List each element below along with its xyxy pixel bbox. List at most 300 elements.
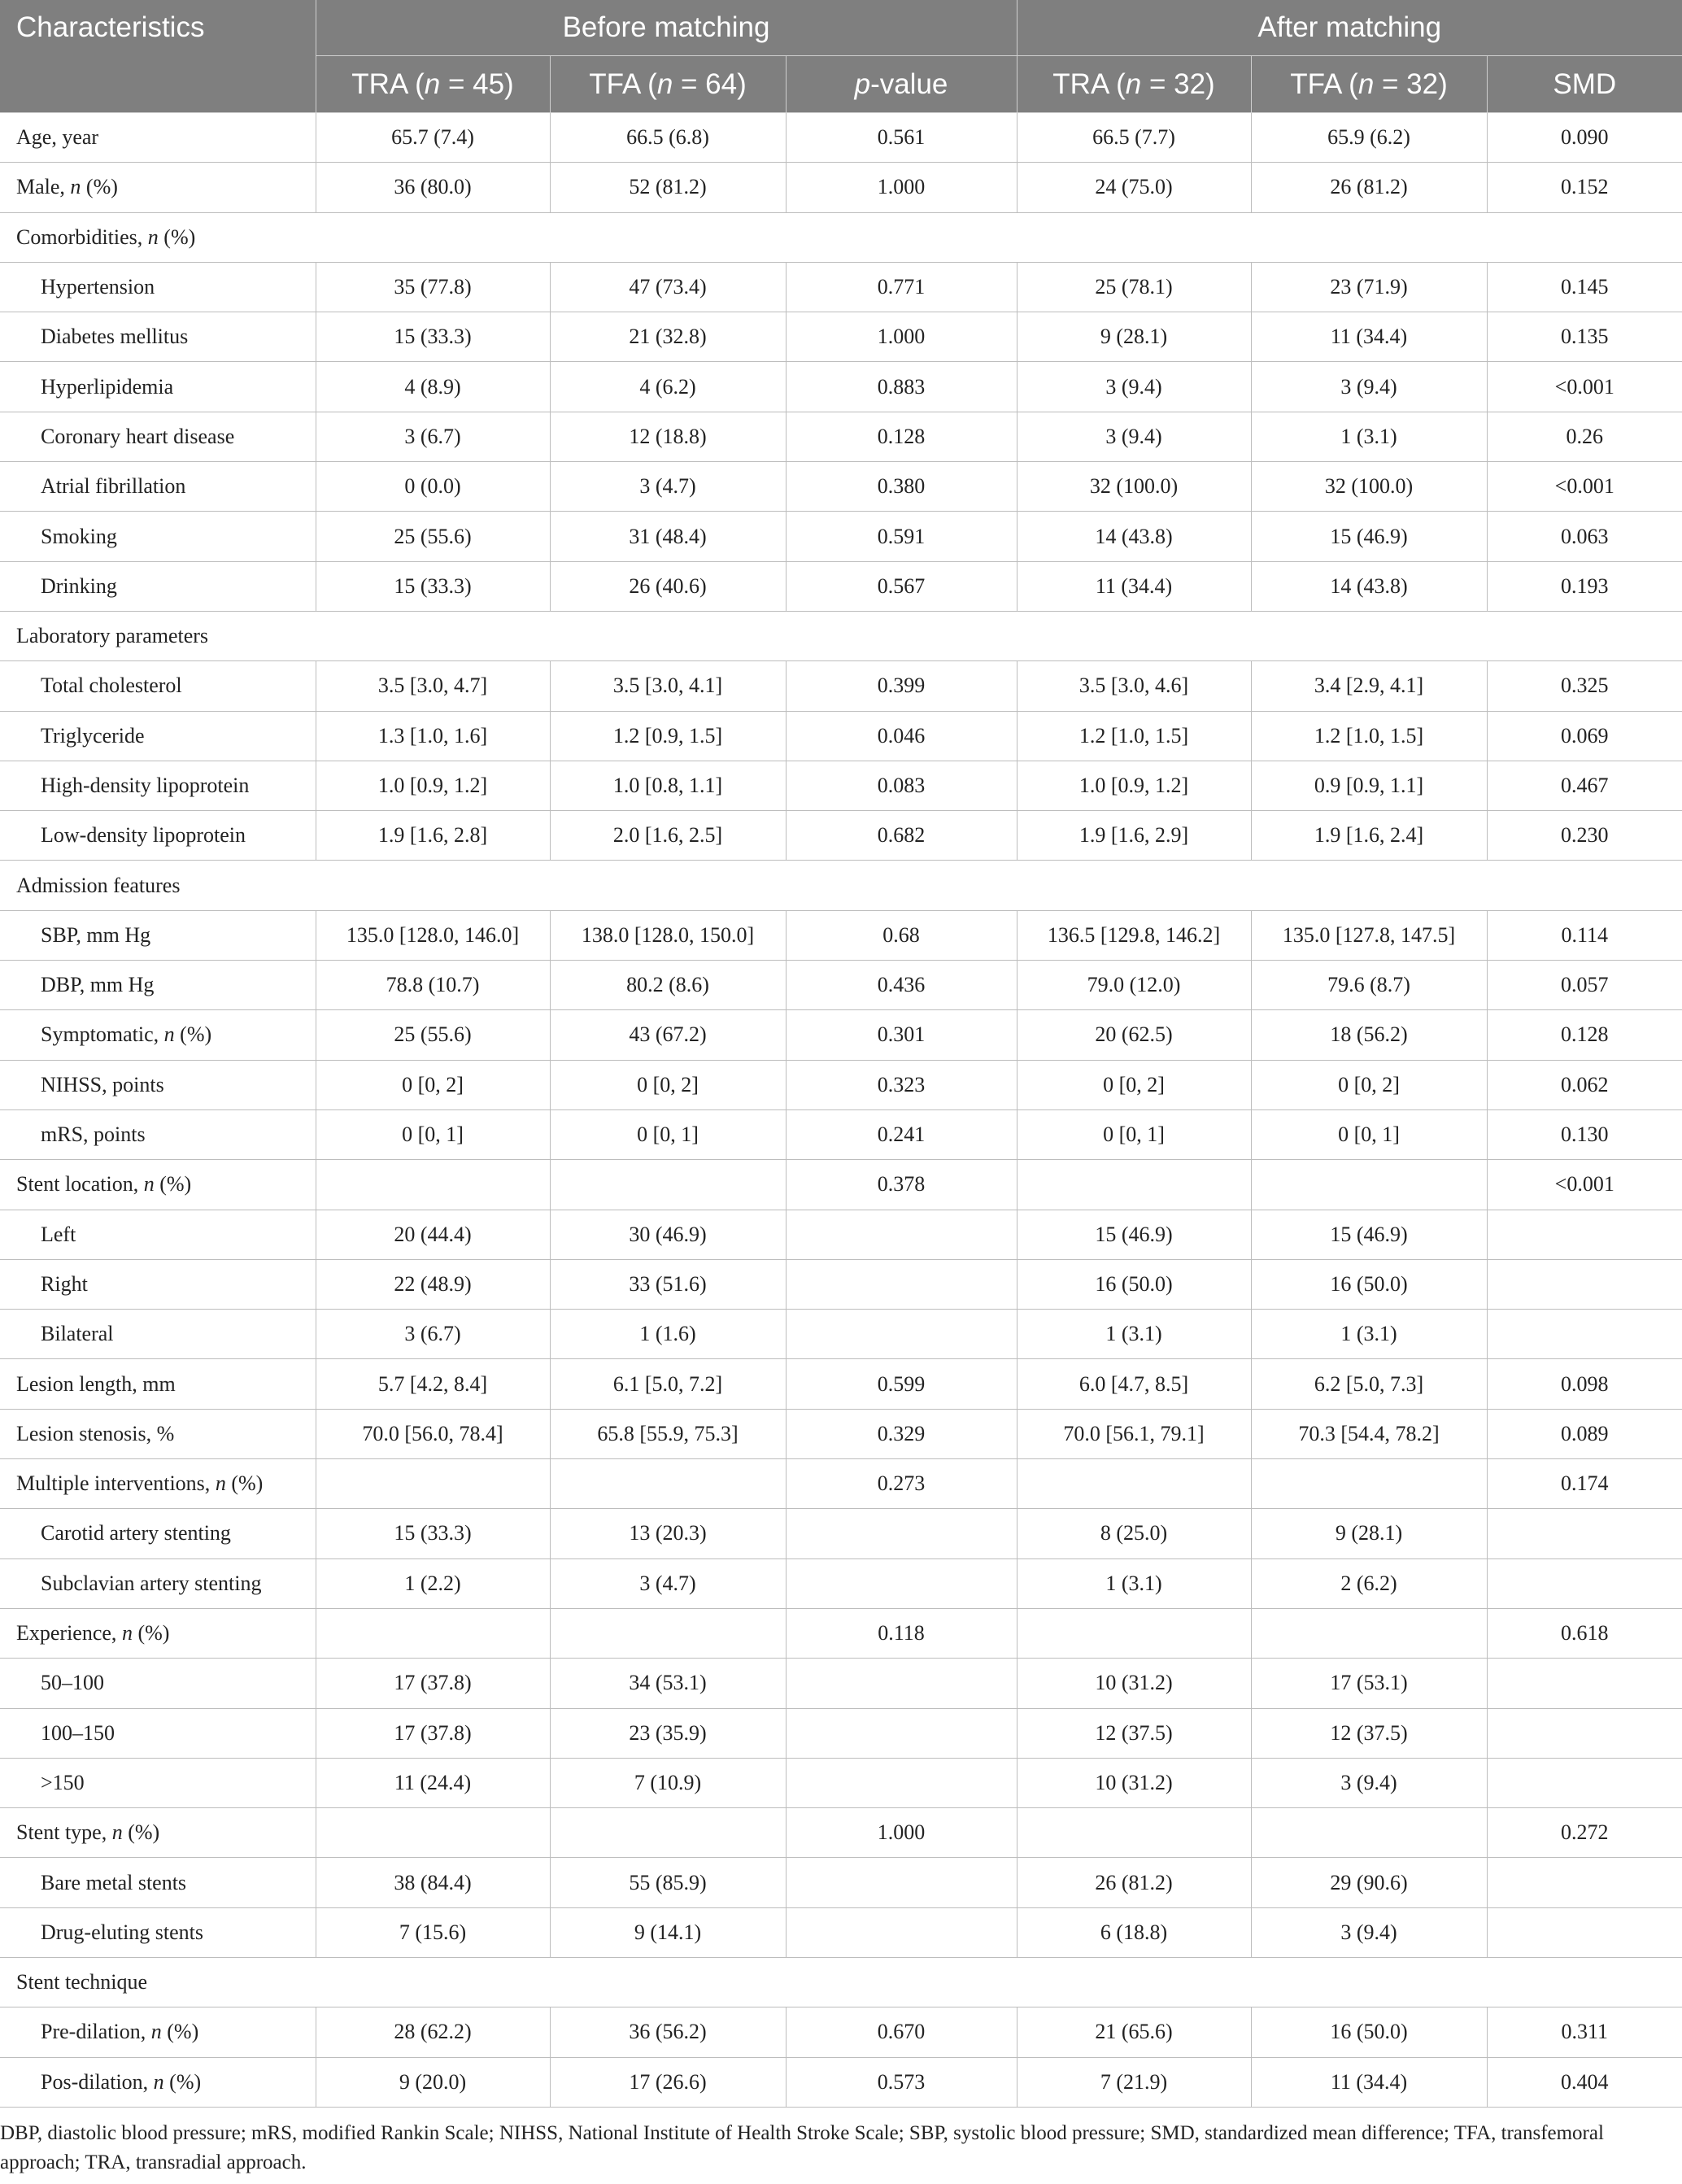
header-before-matching: Before matching: [316, 0, 1017, 56]
table-cell: 10 (31.2): [1017, 1758, 1251, 1807]
row-label-italic: n: [163, 1022, 175, 1047]
table-cell: <0.001: [1487, 362, 1682, 412]
table-cell: [550, 1160, 786, 1210]
row-label: [0, 1708, 316, 1758]
row-label-text: Comorbidities,: [16, 225, 148, 249]
table-row: [0, 1010, 1682, 1060]
table-cell: [1251, 1608, 1487, 1658]
table-cell: 1.0 [0.9, 1.2]: [1017, 761, 1251, 810]
row-label: [0, 1808, 316, 1858]
row-label-italic: n: [70, 175, 81, 199]
column-header-italic: n: [1357, 68, 1375, 100]
table-cell: 12 (37.5): [1251, 1708, 1487, 1758]
table-cell: [1017, 1608, 1251, 1658]
table-cell: 14 (43.8): [1251, 561, 1487, 611]
table-row: [0, 2057, 1682, 2107]
table-cell: 21 (32.8): [550, 312, 786, 362]
table-cell: 0.670: [786, 2007, 1017, 2057]
row-label-text: SBP, mm Hg: [41, 922, 151, 947]
row-label-text: Stent location,: [16, 1172, 144, 1197]
table-cell: 32 (100.0): [1251, 462, 1487, 512]
table-cell: 0.771: [786, 262, 1017, 312]
table-cell: 0.174: [1487, 1459, 1682, 1509]
row-label: [0, 611, 1682, 660]
table-cell: 3 (6.7): [316, 1310, 550, 1359]
table-row: [0, 711, 1682, 761]
table-cell: [1251, 1160, 1487, 1210]
table-cell: 0.325: [1487, 661, 1682, 711]
row-label-text: Bare metal stents: [41, 1870, 187, 1894]
table-cell: [550, 1459, 786, 1509]
table-row: [0, 512, 1682, 561]
table-cell: 17 (37.8): [316, 1659, 550, 1708]
table-cell: 2 (6.2): [1251, 1558, 1487, 1608]
table-cell: 0.380: [786, 462, 1017, 512]
table-cell: 17 (53.1): [1251, 1659, 1487, 1708]
section-row: [0, 861, 1682, 910]
table-cell: 0.083: [786, 761, 1017, 810]
table-row: [0, 1210, 1682, 1259]
table-cell: 1.2 [1.0, 1.5]: [1251, 711, 1487, 761]
table-cell: 1 (3.1): [1017, 1558, 1251, 1608]
table-cell: 11 (34.4): [1017, 561, 1251, 611]
table-cell: 30 (46.9): [550, 1210, 786, 1259]
row-label: [0, 212, 1682, 262]
table-cell: 0.561: [786, 113, 1017, 163]
table-cell: [1487, 1558, 1682, 1608]
row-label: [0, 412, 316, 461]
table-cell: [786, 1758, 1017, 1807]
row-label: [0, 1359, 316, 1409]
row-label-italic: n: [147, 225, 159, 249]
column-header-text: = 64): [673, 68, 747, 100]
table-row: [0, 961, 1682, 1010]
table-cell: 6.0 [4.7, 8.5]: [1017, 1359, 1251, 1409]
table-row: [0, 1310, 1682, 1359]
table-row: [0, 910, 1682, 960]
column-header-italic: p: [854, 68, 871, 100]
table-header: [0, 0, 1682, 113]
table-cell: 0.883: [786, 362, 1017, 412]
table-row: [0, 1808, 1682, 1858]
table-cell: <0.001: [1487, 462, 1682, 512]
table-cell: 12 (18.8): [550, 412, 786, 461]
table-row: [0, 761, 1682, 810]
row-label-text: Lesion stenosis, %: [16, 1421, 175, 1445]
row-label-italic: n: [121, 1621, 133, 1646]
row-label-text: Coronary heart disease: [41, 424, 235, 448]
row-label-text: Admission features: [16, 873, 181, 897]
table-row: [0, 462, 1682, 512]
table-cell: 0.089: [1487, 1409, 1682, 1458]
table-cell: [786, 1558, 1017, 1608]
row-label-text: Male,: [16, 175, 71, 199]
table-cell: 0.272: [1487, 1808, 1682, 1858]
table-cell: 1 (3.1): [1251, 1310, 1487, 1359]
table-cell: 1.3 [1.0, 1.6]: [316, 711, 550, 761]
table-cell: 0.145: [1487, 262, 1682, 312]
table-cell: 12 (37.5): [1017, 1708, 1251, 1758]
table-cell: [316, 1808, 550, 1858]
table-cell: 1.0 [0.8, 1.1]: [550, 761, 786, 810]
table-cell: [1487, 1858, 1682, 1907]
table-row: [0, 661, 1682, 711]
table-cell: <0.001: [1487, 1160, 1682, 1210]
table-cell: 3.5 [3.0, 4.7]: [316, 661, 550, 711]
row-label-text: Stent type,: [16, 1820, 112, 1845]
table-cell: [786, 1858, 1017, 1907]
table-cell: 0.323: [786, 1060, 1017, 1109]
table-cell: 0 [0, 1]: [316, 1109, 550, 1159]
table-cell: 35 (77.8): [316, 262, 550, 312]
table-cell: 0.68: [786, 910, 1017, 960]
table-cell: [1017, 1160, 1251, 1210]
table-cell: 29 (90.6): [1251, 1858, 1487, 1907]
table-cell: 0.135: [1487, 312, 1682, 362]
table-cell: 36 (56.2): [550, 2007, 786, 2057]
table-cell: 15 (33.3): [316, 1509, 550, 1558]
table-cell: 3 (9.4): [1251, 362, 1487, 412]
table-body: [0, 113, 1682, 2108]
table-cell: 0.046: [786, 711, 1017, 761]
row-label-italic: n: [111, 1820, 123, 1845]
row-label: [0, 661, 316, 711]
row-label: [0, 1160, 316, 1210]
row-label-suffix: (%): [132, 1621, 170, 1646]
table-cell: 0.128: [786, 412, 1017, 461]
row-label-text: Bilateral: [41, 1322, 114, 1346]
table-cell: [786, 1259, 1017, 1309]
table-cell: 11 (34.4): [1251, 312, 1487, 362]
table-cell: 78.8 (10.7): [316, 961, 550, 1010]
row-label-italic: n: [143, 1172, 155, 1197]
table-cell: [786, 1210, 1017, 1259]
table-cell: 0.9 [0.9, 1.1]: [1251, 761, 1487, 810]
table-cell: 24 (75.0): [1017, 163, 1251, 212]
row-label-text: Right: [41, 1271, 88, 1296]
row-label: [0, 2057, 316, 2107]
table-cell: [1487, 1708, 1682, 1758]
row-label-text: Triglyceride: [41, 723, 145, 748]
table-cell: 9 (28.1): [1017, 312, 1251, 362]
table-cell: 4 (8.9): [316, 362, 550, 412]
table-cell: [1487, 1259, 1682, 1309]
table-cell: 0.114: [1487, 910, 1682, 960]
table-cell: 1.0 [0.9, 1.2]: [316, 761, 550, 810]
row-label-text: Stent technique: [16, 1970, 148, 1994]
table-row: [0, 312, 1682, 362]
row-label-text: Lesion length, mm: [16, 1371, 176, 1396]
table-cell: 0.682: [786, 811, 1017, 861]
header-after-matching: After matching: [1017, 0, 1682, 56]
table-row: [0, 1708, 1682, 1758]
table-cell: 70.0 [56.1, 79.1]: [1017, 1409, 1251, 1458]
table-cell: [1251, 1459, 1487, 1509]
row-label-text: Subclavian artery stenting: [41, 1571, 262, 1595]
column-header-text: TRA (: [1052, 68, 1126, 100]
row-label-text: Age, year: [16, 125, 99, 150]
table-cell: [316, 1608, 550, 1658]
row-label-text: Atrial fibrillation: [41, 474, 186, 499]
row-label-text: Drinking: [41, 573, 117, 598]
row-label: [0, 910, 316, 960]
row-label: [0, 262, 316, 312]
table-cell: 0 [0, 2]: [1251, 1060, 1487, 1109]
row-label: [0, 711, 316, 761]
table-row: [0, 1160, 1682, 1210]
row-label-text: Smoking: [41, 524, 117, 548]
table-row: [0, 412, 1682, 461]
table-cell: 22 (48.9): [316, 1259, 550, 1309]
table-cell: 10 (31.2): [1017, 1659, 1251, 1708]
section-row: [0, 1957, 1682, 2007]
row-label-suffix: (%): [122, 1820, 160, 1845]
table-cell: 3.5 [3.0, 4.6]: [1017, 661, 1251, 711]
table-cell: 9 (14.1): [550, 1907, 786, 1957]
table-cell: 79.6 (8.7): [1251, 961, 1487, 1010]
table-cell: [786, 1509, 1017, 1558]
table-cell: 1.9 [1.6, 2.9]: [1017, 811, 1251, 861]
table-cell: 3 (6.7): [316, 412, 550, 461]
row-label-text: High-density lipoprotein: [41, 774, 250, 797]
row-label: [0, 811, 316, 861]
table-cell: 1 (3.1): [1017, 1310, 1251, 1359]
table-cell: 14 (43.8): [1017, 512, 1251, 561]
table-cell: 3 (9.4): [1251, 1907, 1487, 1957]
table-cell: [550, 1608, 786, 1658]
table-cell: 3.4 [2.9, 4.1]: [1251, 661, 1487, 711]
row-label: [0, 113, 316, 163]
table-cell: [316, 1459, 550, 1509]
row-label-italic: n: [153, 2069, 164, 2094]
table-cell: 11 (24.4): [316, 1758, 550, 1807]
table-cell: 31 (48.4): [550, 512, 786, 561]
column-header-text: = 32): [1141, 68, 1215, 100]
row-label: [0, 1210, 316, 1259]
column-header-text: SMD: [1553, 68, 1617, 100]
table-cell: 65.7 (7.4): [316, 113, 550, 163]
table-row: [0, 163, 1682, 212]
column-header-text: TFA (: [1290, 68, 1358, 100]
table-row: [0, 1060, 1682, 1109]
table-cell: 0.26: [1487, 412, 1682, 461]
table-cell: 1 (2.2): [316, 1558, 550, 1608]
table-cell: 2.0 [1.6, 2.5]: [550, 811, 786, 861]
table-cell: 25 (55.6): [316, 512, 550, 561]
table-cell: [550, 1808, 786, 1858]
table-row: [0, 362, 1682, 412]
table-cell: 79.0 (12.0): [1017, 961, 1251, 1010]
table-cell: 0.311: [1487, 2007, 1682, 2057]
table-cell: 26 (40.6): [550, 561, 786, 611]
row-label-text: Pre-dilation,: [41, 2020, 151, 2044]
table-row: [0, 113, 1682, 163]
table-cell: [316, 1160, 550, 1210]
table-cell: 8 (25.0): [1017, 1509, 1251, 1558]
column-header: [786, 56, 1017, 113]
table-row: [0, 811, 1682, 861]
row-label: [0, 512, 316, 561]
table-cell: 9 (20.0): [316, 2057, 550, 2107]
row-label-italic: n: [150, 2020, 162, 2044]
row-label: [0, 1509, 316, 1558]
column-header-text: = 32): [1374, 68, 1448, 100]
table-cell: [1251, 1808, 1487, 1858]
table-cell: 17 (26.6): [550, 2057, 786, 2107]
table-cell: [786, 1659, 1017, 1708]
table-cell: 32 (100.0): [1017, 462, 1251, 512]
row-label-text: Experience,: [16, 1621, 122, 1646]
row-label: [0, 861, 1682, 910]
row-label-text: >150: [41, 1770, 85, 1794]
table-cell: 135.0 [128.0, 146.0]: [316, 910, 550, 960]
row-label-text: NIHSS, points: [41, 1072, 164, 1096]
table-row: [0, 1509, 1682, 1558]
row-label: [0, 1409, 316, 1458]
table-cell: 0.152: [1487, 163, 1682, 212]
row-label: [0, 2007, 316, 2057]
table-cell: 3 (4.7): [550, 1558, 786, 1608]
table-cell: 23 (35.9): [550, 1708, 786, 1758]
table-cell: [1017, 1808, 1251, 1858]
row-label-suffix: (%): [163, 2069, 202, 2094]
table-cell: [1487, 1210, 1682, 1259]
table-cell: 3 (9.4): [1017, 362, 1251, 412]
table-cell: 55 (85.9): [550, 1858, 786, 1907]
row-label-text: DBP, mm Hg: [41, 973, 155, 997]
table-cell: 23 (71.9): [1251, 262, 1487, 312]
table-cell: 136.5 [129.8, 146.2]: [1017, 910, 1251, 960]
row-label: [0, 163, 316, 212]
table-cell: 3 (4.7): [550, 462, 786, 512]
row-label: [0, 1659, 316, 1708]
row-label: [0, 1558, 316, 1608]
row-label-text: 50–100: [41, 1671, 104, 1695]
table-cell: 1.2 [1.0, 1.5]: [1017, 711, 1251, 761]
table-cell: 0.591: [786, 512, 1017, 561]
table-cell: 1.9 [1.6, 2.8]: [316, 811, 550, 861]
table-cell: [1487, 1659, 1682, 1708]
table-cell: 52 (81.2): [550, 163, 786, 212]
table-cell: 34 (53.1): [550, 1659, 786, 1708]
row-label: [0, 312, 316, 362]
table-cell: 0.098: [1487, 1359, 1682, 1409]
table-row: [0, 1409, 1682, 1458]
table-cell: 0.090: [1487, 113, 1682, 163]
table-cell: 7 (10.9): [550, 1758, 786, 1807]
table-cell: 4 (6.2): [550, 362, 786, 412]
table-cell: 21 (65.6): [1017, 2007, 1251, 2057]
row-label-suffix: (%): [174, 1022, 212, 1047]
table-cell: 0 [0, 2]: [550, 1060, 786, 1109]
table-cell: 0.130: [1487, 1109, 1682, 1159]
table-cell: 26 (81.2): [1017, 1858, 1251, 1907]
row-label: [0, 1858, 316, 1907]
table-cell: 28 (62.2): [316, 2007, 550, 2057]
table-row: [0, 1907, 1682, 1957]
column-header-text: = 45): [440, 68, 514, 100]
table-cell: 25 (55.6): [316, 1010, 550, 1060]
table-cell: 5.7 [4.2, 8.4]: [316, 1359, 550, 1409]
table-cell: 11 (34.4): [1251, 2057, 1487, 2107]
table-cell: 26 (81.2): [1251, 163, 1487, 212]
table-cell: 7 (15.6): [316, 1907, 550, 1957]
table-cell: [786, 1907, 1017, 1957]
table-cell: 0 (0.0): [316, 462, 550, 512]
row-label: [0, 1109, 316, 1159]
table-footnote: DBP, diastolic blood pressure; mRS, modified Rankin Scale; NIHSS, National Institute of Health Stroke Scale; SBP, systolic blood pressure; SMD, standardized mean difference; TFA, transfemoral approach; TRA, transradial approach.: [0, 2121, 1604, 2173]
table-row: [0, 1858, 1682, 1907]
table-cell: 0.273: [786, 1459, 1017, 1509]
table-cell: [1017, 1459, 1251, 1509]
table-cell: 0.599: [786, 1359, 1017, 1409]
table-cell: 15 (33.3): [316, 312, 550, 362]
table-row: [0, 1109, 1682, 1159]
table-cell: [1487, 1310, 1682, 1359]
table-cell: 15 (46.9): [1251, 1210, 1487, 1259]
table-cell: 0.329: [786, 1409, 1017, 1458]
table-cell: 0 [0, 1]: [1017, 1109, 1251, 1159]
row-label: [0, 1907, 316, 1957]
table-cell: 0.118: [786, 1608, 1017, 1658]
section-row: [0, 611, 1682, 660]
table-cell: 1.2 [0.9, 1.5]: [550, 711, 786, 761]
row-label: [0, 1310, 316, 1359]
table-cell: 15 (46.9): [1251, 512, 1487, 561]
column-header-italic: n: [656, 68, 673, 100]
table-row: [0, 1608, 1682, 1658]
table-cell: 0.230: [1487, 811, 1682, 861]
table-cell: 65.9 (6.2): [1251, 113, 1487, 163]
table-row: [0, 1558, 1682, 1608]
row-label: [0, 961, 316, 1010]
row-label-text: Drug-eluting stents: [41, 1920, 204, 1944]
table-cell: 0.467: [1487, 761, 1682, 810]
table-row: [0, 262, 1682, 312]
row-label: [0, 462, 316, 512]
table-row: [0, 1259, 1682, 1309]
table-cell: 0 [0, 2]: [316, 1060, 550, 1109]
table-cell: 13 (20.3): [550, 1509, 786, 1558]
table-cell: 18 (56.2): [1251, 1010, 1487, 1060]
table-cell: 0.436: [786, 961, 1017, 1010]
table-row: [0, 1659, 1682, 1708]
table-cell: 25 (78.1): [1017, 262, 1251, 312]
row-label-text: Symptomatic,: [41, 1022, 164, 1047]
table-cell: 16 (50.0): [1251, 1259, 1487, 1309]
table-cell: 3 (9.4): [1251, 1758, 1487, 1807]
row-label-suffix: (%): [81, 175, 118, 199]
table-row: [0, 1758, 1682, 1807]
table-cell: 0 [0, 2]: [1017, 1060, 1251, 1109]
table-cell: [786, 1708, 1017, 1758]
table-cell: [786, 1310, 1017, 1359]
row-label-text: Multiple interventions,: [16, 1471, 216, 1496]
column-header: [1251, 56, 1487, 113]
row-label-text: Hyperlipidemia: [41, 374, 174, 399]
table-cell: 0.404: [1487, 2057, 1682, 2107]
row-label: [0, 362, 316, 412]
column-header-italic: n: [1125, 68, 1142, 100]
column-header-italic: n: [424, 68, 441, 100]
row-label: [0, 1957, 1682, 2007]
row-label-suffix: (%): [158, 225, 196, 249]
row-label-text: Total cholesterol: [41, 674, 182, 698]
table-cell: 9 (28.1): [1251, 1509, 1487, 1558]
table-cell: 70.0 [56.0, 78.4]: [316, 1409, 550, 1458]
table-cell: 15 (46.9): [1017, 1210, 1251, 1259]
table-cell: 66.5 (6.8): [550, 113, 786, 163]
